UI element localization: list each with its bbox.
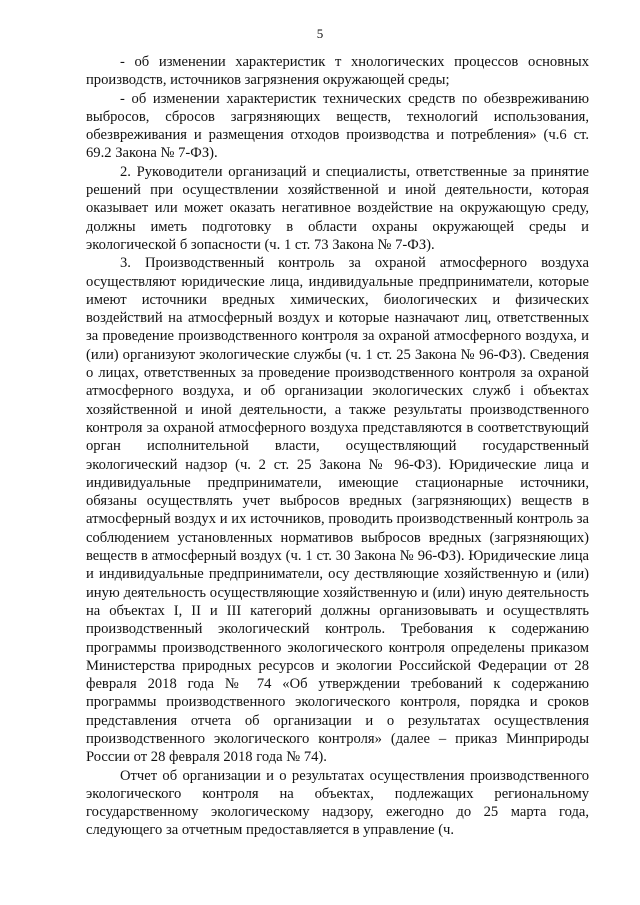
page-number: 5 — [316, 26, 324, 41]
paragraph-changes-equipment: - об изменении характеристик технических средств по обезвреживанию выбросов, сбросов загрязняющих веществ, технологий использования, обезвреживания и размещения отходов производства и потребления» (ч.6 ст. 69.2 Закона № 7-ФЗ). — [86, 90, 589, 162]
paragraph-changes-technologies: - об изменении характеристик т хнологических процессов основных производств, источников загрязнения окружающей среды; — [86, 54, 589, 89]
paragraph-3-production-control: 3. Производственный контроль за охраной атмосферного воздуха осуществляют юридические лица, индивидуальные предприниматели, которые имеют источники вредных химических, биологических и физических воздействий на атмосферный воздух и которые назначают лиц, ответственных за проведение производственного контроля за охраной атмосферного воздуха, и (или) организуют экологические службы (ч. 1 ст. 25 Закона № 96-ФЗ). Сведения о лицах, ответственных за проведение производственного контроля за охраной атмосферного воздуха, и об организации экологических служб і объектах хозяйственной и иной деятельности, а также результаты производственного контроля за охраной атмосферного воздуха представляются в соответствующий орган исполнительной власти, осуществляющий государственный экологический надзор (ч. 2 ст. 25 Закона № 96-ФЗ). Юридические лица и индивидуальные предприниматели, имеющие стационарные источники, обязаны осуществлять учет выбросов вредных (загрязняющих) веществ в атмосферный воздух и их источников, проводить производственный контроль за соблюдением установленных нормативов выбросов вредных (загрязняющих) веществ в атмосферный воздух (ч. 1 ст. 30 Закона № 96-ФЗ). Юридические лица и индивидуальные предприниматели, осу дествляющие хозяйственную и (или) иную деятельность осуществляющие хозяйственную и (или) иную деятельность на объектах I, II и III категорий должны организовывать и осуществлять производственный экологический контроль. Требования к содержанию программы производственного экологического контроля определены приказом Министерства природных ресурсов и экологии Российской Федерации от 28 февраля 2018 года № 74 «Об утверждении требований к содержанию программы производственного экологического контроля, порядка и сроков представления отчета об организации и о результатах осуществления производственного экологического контроля» (далее – приказ Минприроды России от 28 февраля 2018 года № 74). — [86, 255, 589, 766]
paragraph-2-executives-training: 2. Руководители организаций и специалисты, ответственные за принятие решений при осуществлении хозяйственной и иной деятельности, которая оказывает или может оказать негативное воздействие на окружающую среду, должны иметь подготовку в области охраны окружающей среды и экологической б зопасности (ч. 1 ст. 73 Закона № 7-ФЗ). — [86, 163, 589, 253]
document-body — [86, 53, 589, 840]
paragraph-annual-report: Отчет об организации и о результатах осуществления производственного экологического контроля на объектах, подлежащих региональному государственному экологическому надзору, ежегодно до 25 марта года, следующего за отчетным предоставляется в управление (ч. — [86, 767, 589, 839]
